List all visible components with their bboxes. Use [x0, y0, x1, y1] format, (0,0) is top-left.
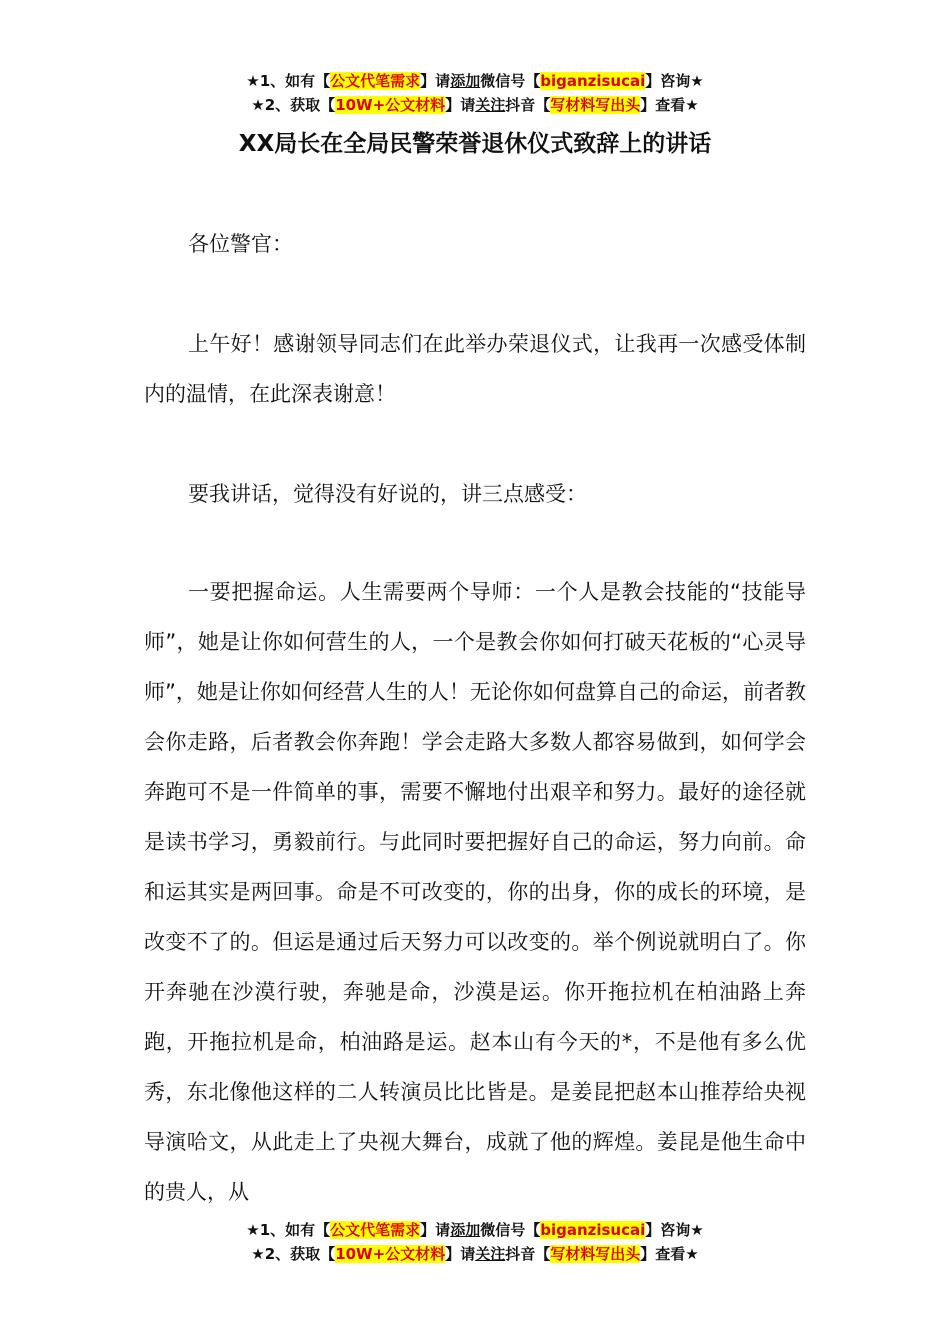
promo-text: ★2、获取【 [251, 1245, 336, 1263]
promo-line-2 [0, 93, 950, 117]
footer-promo-banner [0, 1218, 950, 1266]
promo-text: 】查看★ [640, 1245, 699, 1263]
promo-line-1 [0, 69, 950, 93]
promo-highlight: 公文代笔需求 [330, 1221, 421, 1239]
promo-text: 】请 [445, 1245, 476, 1263]
promo-underline: 关注 [475, 1245, 506, 1263]
promo-highlight: 公文代笔需求 [330, 72, 421, 90]
paragraph-point-one: 一要把握命运。人生需要两个导师：一个人是教会技能的“技能导师”，她是让你如何营生的人，一个是教会你如何打破天花板的“心灵导师”，她是让你如何经营人生的人！无论你如何盘算自己的命运，前者教会你走路，后者教会你奔跑！学会走路大多数人都容易做到，如何学会奔跑可不是一件简单的事，需要不懈地付出艰辛和努力。最好的途径就是读书学习，勇毅前行。与此同时要把握好自己的命运，努力向前。命和运其实是两回事。命是不可改变的，你的出身，你的成长的环境，是改变不了的。但运是通过后天努力可以改变的。举个例说就明白了。你开奔驰在沙漠行驶，奔驰是命，沙漠是运。你开拖拉机在柏油路上奔跑，开拖拉机是命，柏油路是运。赵本山有今天的*，不是他有多么优秀，东北像他这样的二人转演员比比皆是。是姜昆把赵本山推荐给央视导演哈文，从此走上了央视大舞台，成就了他的辉煌。姜昆是他生命中的贵人，从 [144, 580, 806, 1204]
promo-text: 】请 [445, 96, 476, 114]
promo-highlight: biganzisucai [540, 72, 646, 90]
header-promo-banner [0, 69, 950, 117]
paragraph-intro: 要我讲话，觉得没有好说的，讲三点感受： [188, 482, 587, 506]
promo-highlight: 写材料写出头 [550, 1245, 641, 1263]
promo-text: 】咨询★ [645, 1221, 704, 1239]
promo-text: ★1、如有【 [246, 72, 331, 90]
promo-text: 微信号【 [480, 1221, 541, 1239]
promo-text: 抖音【 [505, 96, 551, 114]
promo-highlight: biganzisucai [540, 1221, 646, 1239]
promo-text: 】咨询★ [645, 72, 704, 90]
promo-text: ★1、如有【 [246, 1221, 331, 1239]
promo-highlight: 10W+公文材料 [335, 1245, 446, 1263]
promo-underline: 添加 [450, 1221, 481, 1239]
salutation: 各位警官： [188, 232, 293, 256]
promo-text: 】查看★ [640, 96, 699, 114]
promo-underline: 关注 [475, 96, 506, 114]
document-title: XX局长在全局民警荣誉退休仪式致辞上的讲话 [238, 131, 712, 157]
promo-text: 微信号【 [480, 72, 541, 90]
promo-underline: 添加 [450, 72, 481, 90]
paragraph-greeting: 上午好！感谢领导同志们在此举办荣退仪式，让我再一次感受体制内的温情，在此深表谢意！ [144, 332, 806, 406]
promo-text: 】请 [420, 1221, 451, 1239]
promo-text: 抖音【 [505, 1245, 551, 1263]
promo-text: 】请 [420, 72, 451, 90]
promo-highlight: 写材料写出头 [550, 96, 641, 114]
promo-highlight: 10W+公文材料 [335, 96, 446, 114]
promo-line-1 [0, 1218, 950, 1242]
promo-text: ★2、获取【 [251, 96, 336, 114]
promo-line-2 [0, 1242, 950, 1266]
